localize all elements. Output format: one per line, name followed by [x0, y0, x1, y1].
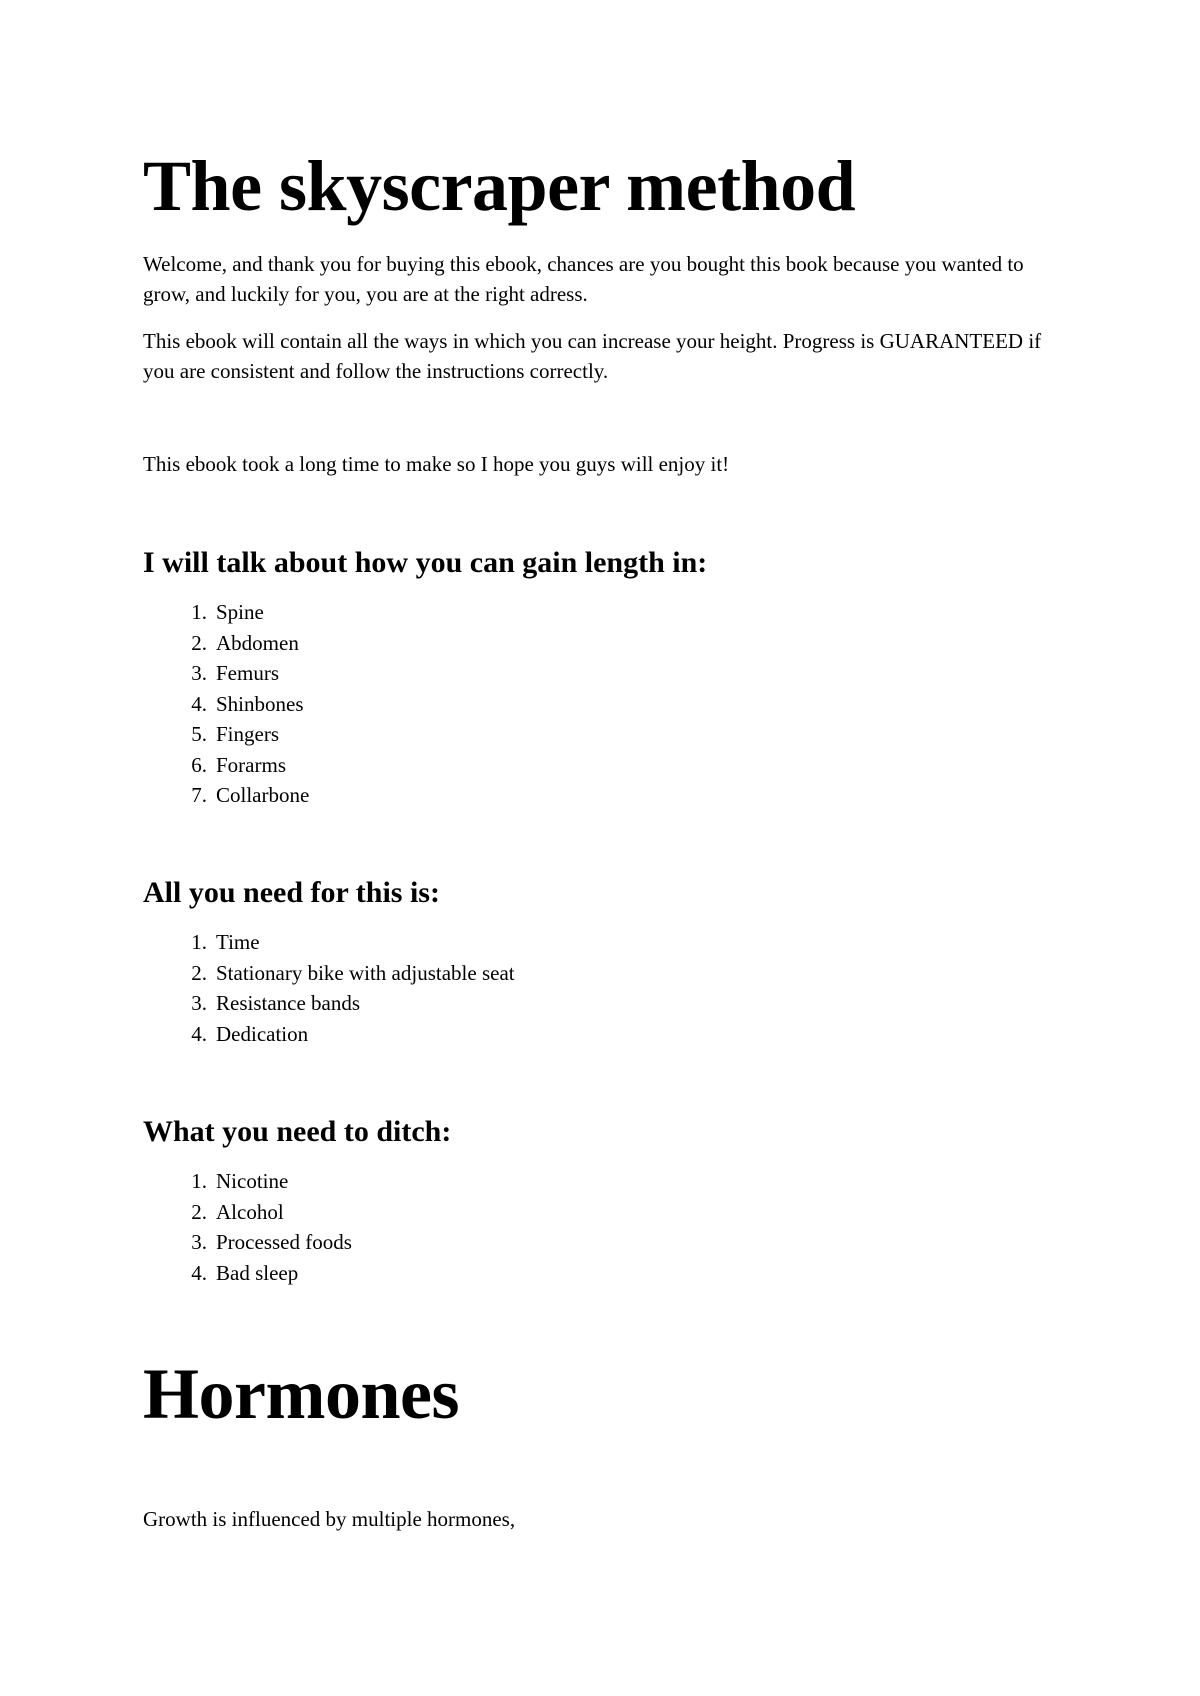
list-item: 4. Shinbones	[191, 691, 304, 716]
section-heading-length: I will talk about how you can gain length in:	[143, 546, 708, 579]
page-title: The skyscraper method	[143, 146, 856, 226]
intro-paragraph-2: This ebook will contain all the ways in which you can increase your height. Progress is GUARANTEED if you are consistent and follow the instructions correctly.	[143, 329, 1042, 383]
ditch-list	[143, 1166, 843, 1288]
need-list	[143, 927, 843, 1049]
hormones-heading: Hormones	[143, 1354, 459, 1434]
length-list	[143, 597, 843, 811]
list-item: 2. Stationary bike with adjustable seat	[191, 960, 515, 985]
hormones-paragraph: Growth is influenced by multiple hormones,	[143, 1507, 516, 1531]
list-item: 4. Dedication	[191, 1021, 309, 1046]
intro-paragraph-1: Welcome, and thank you for buying this ebook, chances are you bought this book because you wanted to grow, and luckily for you, you are at the right adress.	[143, 252, 1024, 306]
list-item: 3. Processed foods	[191, 1230, 352, 1254]
intro-paragraph-3: This ebook took a long time to make so I hope you guys will enjoy it!	[143, 452, 730, 476]
list-item: 1. Time	[191, 930, 260, 954]
list-item: 4. Bad sleep	[191, 1260, 299, 1285]
list-item: 3. Resistance bands	[191, 991, 361, 1015]
list-item: 1. Nicotine	[191, 1169, 289, 1193]
list-item: 6. Forarms	[191, 752, 286, 777]
list-item: 3. Femurs	[191, 661, 279, 685]
list-item: 5. Fingers	[191, 722, 279, 746]
list-item: 2. Alcohol	[191, 1199, 284, 1224]
list-item: 2. Abdomen	[191, 630, 299, 655]
list-item: 7. Collarbone	[191, 783, 310, 807]
section-heading-ditch: What you need to ditch:	[143, 1115, 452, 1148]
list-item: 1. Spine	[191, 600, 264, 624]
section-heading-need: All you need for this is:	[143, 876, 440, 909]
